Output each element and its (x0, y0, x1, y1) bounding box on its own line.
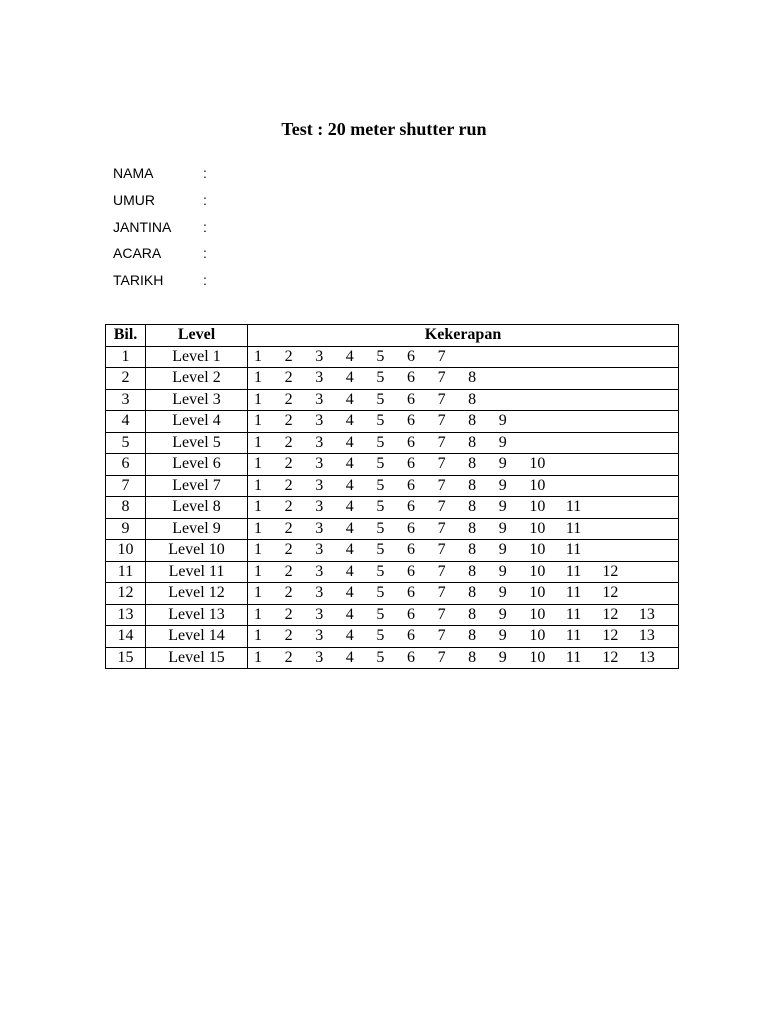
frequency-number: 3 (315, 627, 324, 645)
frequency-number: 5 (376, 476, 385, 494)
frequency-number: 1 (254, 347, 262, 365)
frequency-number: 9 (498, 476, 507, 494)
frequency-number: 1 (254, 541, 262, 559)
frequency-number: 4 (345, 455, 354, 473)
frequency-number: 12 (602, 584, 619, 602)
frequency-number: 7 (437, 412, 446, 430)
frequency-number: 4 (345, 347, 354, 365)
info-label: NAMA (113, 165, 154, 181)
frequency-number: 3 (315, 541, 324, 559)
frequency-number: 12 (602, 648, 619, 666)
frequency-number: 5 (376, 390, 385, 408)
frequency-number: 2 (284, 605, 293, 623)
frequency-number: 9 (498, 562, 507, 580)
frequency-number: 3 (315, 605, 324, 623)
frequency-number: 1 (254, 648, 262, 666)
frequency-number: 6 (406, 412, 415, 430)
info-fields (113, 163, 215, 297)
frequency-number: 4 (345, 498, 354, 516)
frequency-number: 7 (437, 347, 446, 365)
frequency-number: 10 (529, 605, 546, 623)
table-row (106, 561, 679, 583)
cell-frequency (248, 561, 679, 583)
frequency-number: 1 (254, 627, 262, 645)
frequency-number: 5 (376, 412, 385, 430)
frequency-number: 8 (468, 519, 477, 537)
frequency-number: 8 (468, 390, 477, 408)
frequency-number: 2 (284, 498, 293, 516)
frequency-number: 1 (254, 476, 262, 494)
frequency-number: 8 (468, 455, 477, 473)
info-separator: : (203, 272, 207, 289)
frequency-number: 2 (284, 627, 293, 645)
cell-bil: 10 (106, 540, 146, 562)
frequency-number: 10 (529, 476, 546, 494)
frequency-number: 7 (437, 498, 446, 516)
frequency-number: 9 (498, 648, 507, 666)
info-row-nama (113, 163, 215, 190)
frequency-number: 1 (254, 433, 262, 451)
frequency-number: 7 (437, 648, 446, 666)
table-row (106, 497, 679, 519)
frequency-number: 7 (437, 605, 446, 623)
frequency-number: 2 (284, 584, 293, 602)
frequency-number: 4 (345, 476, 354, 494)
frequency-number: 6 (406, 433, 415, 451)
frequency-number: 9 (498, 519, 507, 537)
table-row (106, 389, 679, 411)
frequency-number: 6 (406, 627, 415, 645)
frequency-number: 4 (345, 562, 354, 580)
frequency-number: 2 (284, 519, 293, 537)
frequency-number: 2 (284, 390, 293, 408)
frequency-number: 10 (529, 455, 546, 473)
frequency-number: 3 (315, 476, 324, 494)
frequency-number: 8 (468, 605, 477, 623)
frequency-number: 8 (468, 412, 477, 430)
cell-frequency (248, 497, 679, 519)
frequency-number: 3 (315, 369, 324, 387)
frequency-number: 7 (437, 541, 446, 559)
cell-bil: 14 (106, 626, 146, 648)
frequency-number: 3 (315, 347, 324, 365)
frequency-number: 11 (565, 584, 582, 602)
frequency-number: 5 (376, 519, 385, 537)
frequency-number: 3 (315, 433, 324, 451)
info-separator: : (203, 165, 207, 181)
frequency-number: 6 (406, 498, 415, 516)
cell-bil: 5 (106, 432, 146, 454)
frequency-number: 2 (284, 541, 293, 559)
frequency-number: 2 (284, 455, 293, 473)
cell-frequency (248, 411, 679, 433)
frequency-number: 9 (498, 412, 507, 430)
cell-level: Level 12 (146, 583, 248, 605)
cell-bil: 7 (106, 475, 146, 497)
cell-bil: 4 (106, 411, 146, 433)
cell-frequency (248, 454, 679, 476)
frequency-number: 11 (565, 498, 582, 516)
frequency-number: 1 (254, 519, 262, 537)
cell-frequency (248, 432, 679, 454)
frequency-number: 7 (437, 390, 446, 408)
frequency-number: 7 (437, 433, 446, 451)
frequency-number: 8 (468, 584, 477, 602)
frequency-number: 6 (406, 648, 415, 666)
frequency-number: 5 (376, 347, 385, 365)
frequency-number: 6 (406, 369, 415, 387)
cell-frequency (248, 583, 679, 605)
frequency-number: 6 (406, 562, 415, 580)
cell-frequency (248, 389, 679, 411)
cell-level: Level 4 (146, 411, 248, 433)
frequency-number: 1 (254, 605, 262, 623)
frequency-number: 6 (406, 584, 415, 602)
cell-level: Level 1 (146, 346, 248, 368)
frequency-number: 1 (254, 498, 262, 516)
frequency-number: 5 (376, 433, 385, 451)
frequency-number: 10 (529, 498, 546, 516)
cell-level: Level 14 (146, 626, 248, 648)
cell-bil: 13 (106, 604, 146, 626)
info-separator: : (203, 218, 207, 235)
frequency-number: 6 (406, 476, 415, 494)
frequency-number: 4 (345, 519, 354, 537)
frequency-number: 5 (376, 541, 385, 559)
table-row (106, 518, 679, 540)
frequency-number: 6 (406, 347, 415, 365)
frequency-number: 9 (498, 541, 507, 559)
table-header-row (106, 325, 679, 347)
frequency-number: 8 (468, 476, 477, 494)
frequency-number: 3 (315, 498, 324, 516)
frequency-number: 10 (529, 562, 546, 580)
table-row (106, 411, 679, 433)
table-row (106, 346, 679, 368)
frequency-number: 3 (315, 562, 324, 580)
cell-level: Level 2 (146, 368, 248, 390)
frequency-number: 3 (315, 648, 324, 666)
frequency-number: 13 (638, 627, 655, 645)
frequency-number: 10 (529, 541, 546, 559)
frequency-number: 10 (529, 627, 546, 645)
frequency-number: 4 (345, 433, 354, 451)
frequency-number: 3 (315, 455, 324, 473)
frequency-number: 1 (254, 369, 262, 387)
cell-frequency (248, 647, 679, 669)
frequency-number: 4 (345, 412, 354, 430)
frequency-number: 7 (437, 562, 446, 580)
cell-bil: 12 (106, 583, 146, 605)
frequency-number: 9 (498, 605, 507, 623)
cell-frequency (248, 475, 679, 497)
info-row-jantina (113, 217, 215, 244)
frequency-number: 6 (406, 519, 415, 537)
cell-level: Level 5 (146, 432, 248, 454)
frequency-number: 4 (345, 627, 354, 645)
table-row (106, 626, 679, 648)
cell-level: Level 10 (146, 540, 248, 562)
frequency-number: 9 (498, 455, 507, 473)
frequency-number: 5 (376, 498, 385, 516)
frequency-number: 7 (437, 627, 446, 645)
frequency-number: 1 (254, 455, 262, 473)
frequency-number: 8 (468, 648, 477, 666)
frequency-number: 5 (376, 648, 385, 666)
table-row (106, 604, 679, 626)
frequency-number: 10 (529, 519, 546, 537)
frequency-number: 3 (315, 584, 324, 602)
cell-frequency (248, 518, 679, 540)
cell-frequency (248, 604, 679, 626)
cell-bil: 15 (106, 647, 146, 669)
frequency-number: 3 (315, 412, 324, 430)
frequency-number: 4 (345, 541, 354, 559)
info-label: TARIKH (113, 272, 164, 289)
info-label: JANTINA (113, 218, 172, 235)
page-title: Test : 20 meter shutter run (281, 119, 487, 139)
frequency-number: 10 (529, 584, 546, 602)
cell-bil: 2 (106, 368, 146, 390)
frequency-number: 8 (468, 541, 477, 559)
frequency-number: 8 (468, 433, 477, 451)
frequency-number: 1 (254, 412, 262, 430)
frequency-number: 12 (602, 627, 619, 645)
frequency-number: 6 (406, 605, 415, 623)
frequency-number: 6 (406, 541, 415, 559)
frequency-number: 3 (315, 519, 324, 537)
frequency-number: 5 (376, 562, 385, 580)
cell-frequency (248, 368, 679, 390)
table-row (106, 475, 679, 497)
table-body (106, 346, 679, 669)
frequency-number: 1 (254, 390, 262, 408)
frequency-number: 7 (437, 455, 446, 473)
cell-level: Level 9 (146, 518, 248, 540)
cell-bil: 11 (106, 561, 146, 583)
frequency-number: 4 (345, 369, 354, 387)
table-row (106, 540, 679, 562)
frequency-number: 8 (468, 369, 477, 387)
info-separator: : (203, 245, 207, 262)
header-bil: Bil. (106, 325, 146, 347)
frequency-number: 4 (345, 605, 354, 623)
frequency-number: 2 (284, 648, 293, 666)
frequency-number: 10 (529, 648, 546, 666)
cell-bil: 1 (106, 346, 146, 368)
frequency-number: 5 (376, 584, 385, 602)
frequency-number: 11 (565, 648, 582, 666)
frequency-number: 7 (437, 369, 446, 387)
frequency-number: 2 (284, 347, 293, 365)
frequency-number: 11 (565, 541, 582, 559)
frequency-number: 11 (565, 605, 582, 623)
frequency-number: 5 (376, 369, 385, 387)
info-separator: : (203, 191, 207, 208)
frequency-number: 6 (406, 390, 415, 408)
frequency-number: 13 (638, 648, 655, 666)
frequency-number: 4 (345, 584, 354, 602)
frequency-number: 11 (565, 519, 582, 537)
cell-level: Level 15 (146, 647, 248, 669)
frequency-number: 7 (437, 476, 446, 494)
frequency-number: 12 (602, 562, 619, 580)
frequency-number: 3 (315, 390, 324, 408)
cell-bil: 6 (106, 454, 146, 476)
frequency-number: 8 (468, 627, 477, 645)
frequency-number: 4 (345, 390, 354, 408)
frequency-number: 1 (254, 562, 262, 580)
frequency-number: 11 (565, 627, 582, 645)
cell-level: Level 7 (146, 475, 248, 497)
frequency-number: 1 (254, 584, 262, 602)
info-row-umur (113, 190, 215, 217)
frequency-number: 8 (468, 498, 477, 516)
frequency-number: 2 (284, 476, 293, 494)
frequency-number: 5 (376, 605, 385, 623)
frequency-number: 9 (498, 433, 507, 451)
frequency-number: 5 (376, 455, 385, 473)
table-row (106, 583, 679, 605)
info-row-tarikh (113, 270, 215, 297)
cell-level: Level 11 (146, 561, 248, 583)
frequency-number: 8 (468, 562, 477, 580)
frequency-number: 6 (406, 455, 415, 473)
table-row (106, 454, 679, 476)
table-row (106, 647, 679, 669)
header-frequency: Kekerapan (248, 325, 679, 347)
cell-level: Level 13 (146, 604, 248, 626)
cell-bil: 8 (106, 497, 146, 519)
frequency-number: 2 (284, 369, 293, 387)
cell-bil: 3 (106, 389, 146, 411)
table-row (106, 432, 679, 454)
frequency-number: 9 (498, 498, 507, 516)
frequency-number: 12 (602, 605, 619, 623)
cell-frequency (248, 626, 679, 648)
frequency-number: 7 (437, 584, 446, 602)
cell-level: Level 8 (146, 497, 248, 519)
info-label: ACARA (113, 245, 162, 262)
score-table (105, 324, 679, 669)
cell-level: Level 3 (146, 389, 248, 411)
frequency-number: 13 (638, 605, 655, 623)
frequency-number: 9 (498, 627, 507, 645)
table-row (106, 368, 679, 390)
frequency-number: 11 (565, 562, 582, 580)
frequency-number: 7 (437, 519, 446, 537)
cell-bil: 9 (106, 518, 146, 540)
frequency-number: 4 (345, 648, 354, 666)
frequency-number: 2 (284, 433, 293, 451)
cell-frequency (248, 346, 679, 368)
cell-level: Level 6 (146, 454, 248, 476)
cell-frequency (248, 540, 679, 562)
frequency-number: 9 (498, 584, 507, 602)
header-level: Level (146, 325, 248, 347)
frequency-number: 2 (284, 412, 293, 430)
frequency-number: 5 (376, 627, 385, 645)
frequency-number: 2 (284, 562, 293, 580)
info-label: UMUR (113, 191, 155, 208)
info-row-acara (113, 243, 215, 270)
